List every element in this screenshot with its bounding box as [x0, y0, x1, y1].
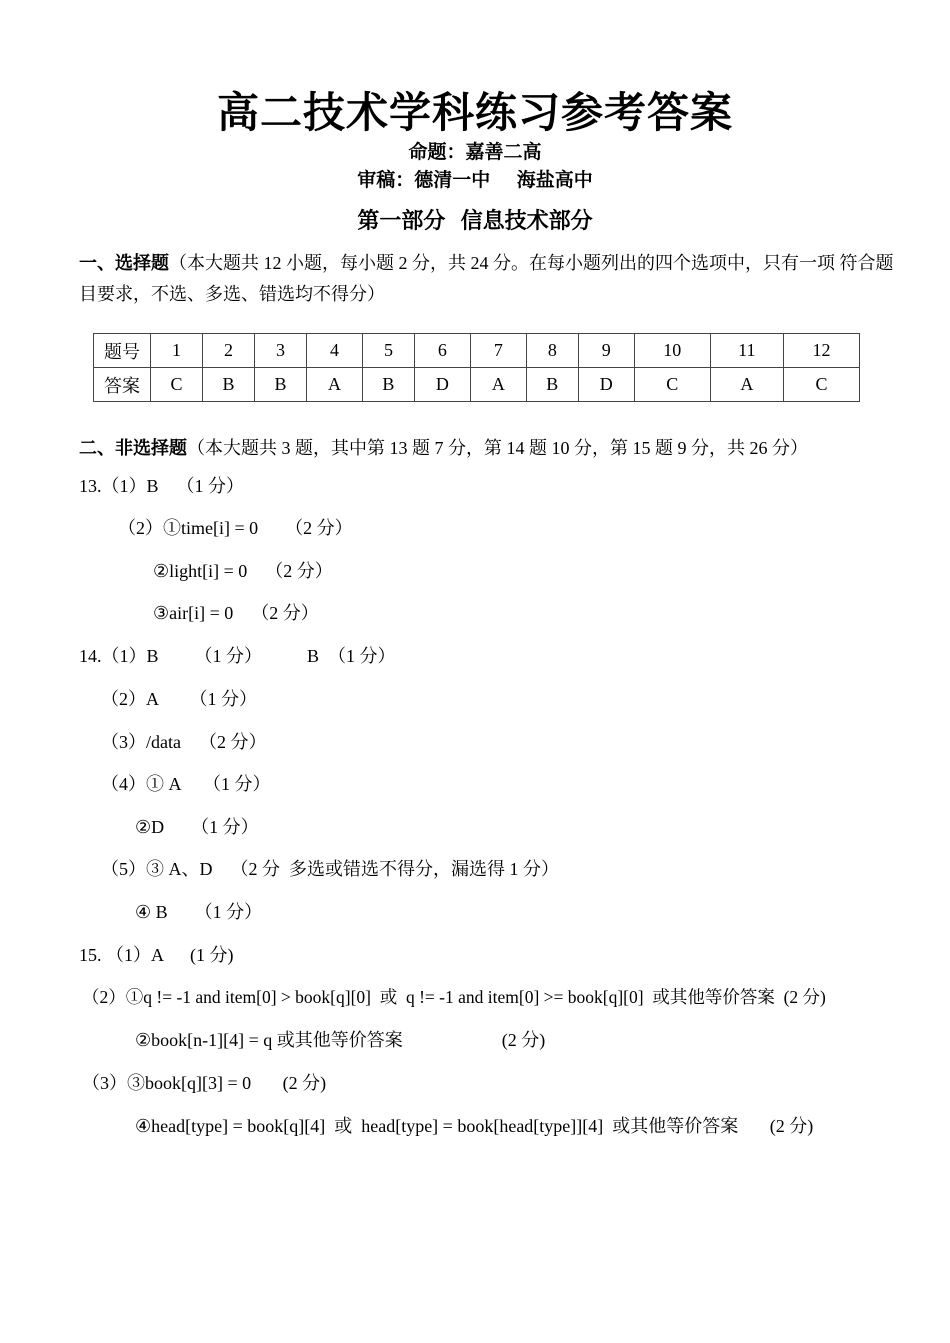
answer-line: 13.（1）B （1 分）	[79, 476, 245, 496]
table-row-answers	[94, 368, 860, 402]
table-cell: 1	[151, 334, 203, 368]
section-2-label: 二、非选择题	[79, 438, 187, 459]
table-cell: C	[634, 368, 710, 402]
table-cell: 6	[414, 334, 470, 368]
row-header-answer: 答案	[94, 368, 151, 402]
table-cell: C	[151, 368, 203, 402]
table-cell: A	[307, 368, 363, 402]
answer-line: ④ B （1 分）	[135, 902, 263, 922]
table-cell: 12	[783, 334, 859, 368]
table-cell: D	[414, 368, 470, 402]
table-cell: A	[710, 368, 783, 402]
page-title: 高二技术学科练习参考答案	[216, 88, 733, 137]
table-cell: B	[255, 368, 307, 402]
table-cell: A	[470, 368, 526, 402]
section-2-heading	[79, 433, 899, 464]
section-1-desc: （本大题共 12 小题，每小题 2 分，共 24 分。在每小题列出的四个选项中，只有一项 符合题目要求，不选、多选、错选均不得分）	[79, 253, 894, 304]
table-cell: 2	[203, 334, 255, 368]
table-cell: 9	[578, 334, 634, 368]
answer-line: （5）③ A、D （2 分 多选或错选不得分，漏选得 1 分）	[101, 859, 559, 879]
table-cell: 4	[307, 334, 363, 368]
table-cell: 10	[634, 334, 710, 368]
section-1-heading	[79, 248, 899, 309]
answer-line: （3）③book[q][3] = 0 (2 分)	[82, 1073, 327, 1093]
row-header-number: 题号	[94, 334, 151, 368]
table-cell: B	[362, 368, 414, 402]
answer-line: ④head[type] = book[q][4] 或 head[type] = book[head[type]][4] 或其他等价答案 (2 分)	[135, 1116, 814, 1136]
setter-line: 命题：嘉善二高	[408, 141, 542, 163]
answer-line: ②D （1 分）	[135, 817, 259, 837]
table-cell: 3	[255, 334, 307, 368]
table-cell: B	[203, 368, 255, 402]
answer-line: ②light[i] = 0 （2 分）	[153, 561, 333, 581]
answer-line: （2）A （1 分）	[101, 689, 258, 709]
answer-line: （2）①q != -1 and item[0] > book[q][0] 或 q != -1 and item[0] >= book[q][0] 或其他等价答案 (2 分)	[82, 987, 826, 1007]
answer-line: 15. （1）A (1 分)	[79, 945, 234, 965]
reviewer-line: 审稿：德清一中 海盐高中	[357, 169, 593, 191]
table-cell: D	[578, 368, 634, 402]
answer-line: ②book[n-1][4] = q 或其他等价答案 (2 分)	[135, 1030, 546, 1050]
answer-line: ③air[i] = 0 （2 分）	[153, 603, 319, 623]
table-cell: B	[526, 368, 578, 402]
answer-line: （2）①time[i] = 0 （2 分）	[118, 518, 353, 538]
answer-line: （3）/data （2 分）	[101, 732, 267, 752]
table-row-numbers	[94, 334, 860, 368]
table-cell: C	[783, 368, 859, 402]
table-cell: 11	[710, 334, 783, 368]
part-heading: 第一部分 信息技术部分	[357, 209, 593, 234]
table-cell: 8	[526, 334, 578, 368]
table-cell: 7	[470, 334, 526, 368]
answer-line: 14.（1）B （1 分） B （1 分）	[79, 646, 396, 666]
section-2-desc: （本大题共 3 题，其中第 13 题 7 分，第 14 题 10 分，第 15 题 9 分，共 26 分）	[187, 438, 808, 458]
answer-table	[93, 333, 860, 402]
answer-line: （4）① A （1 分）	[101, 774, 271, 794]
section-1-label: 一、选择题	[79, 253, 169, 274]
table-cell: 5	[362, 334, 414, 368]
